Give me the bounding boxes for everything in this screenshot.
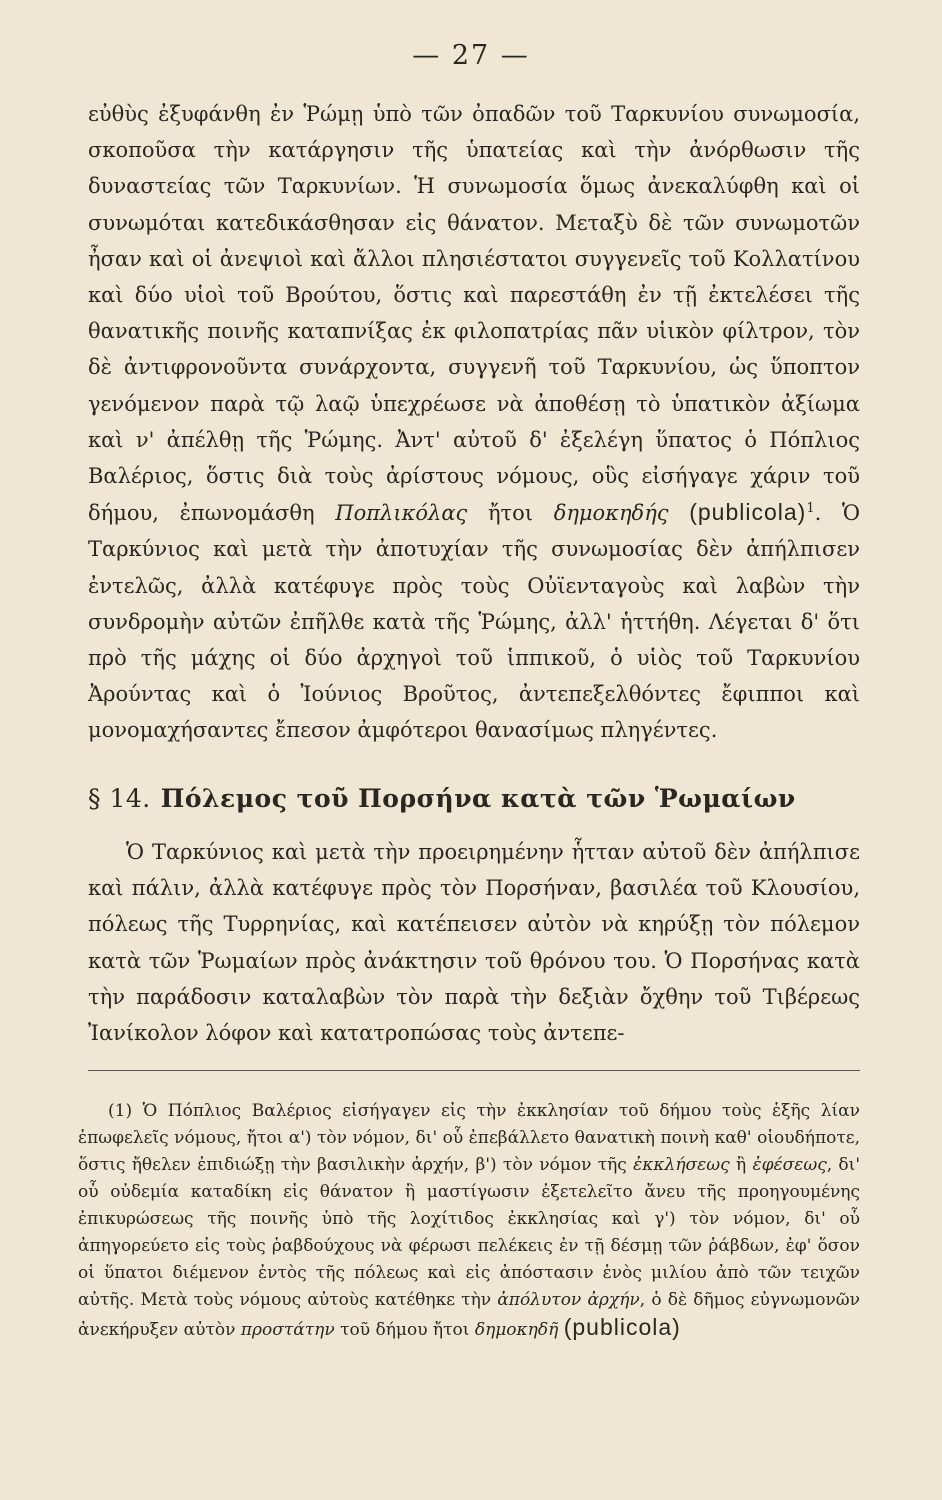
- italic-term: Ποπλικόλας: [335, 501, 468, 526]
- italic-term: ἐφέσεως: [752, 1155, 827, 1175]
- italic-term: δημοκηδῆ: [474, 1320, 559, 1340]
- footnote-divider: [88, 1070, 860, 1071]
- section-number: § 14.: [88, 784, 151, 813]
- footnote: [78, 1098, 860, 1344]
- body-text-top: [88, 96, 860, 749]
- footnote-segment: , ὁ δὲ δῆμος εὐγνωμονῶν ἀνεκήρυξεν αὐτὸν: [78, 1290, 860, 1340]
- page-number: — 27 —: [412, 40, 530, 71]
- footnote-segment: τοῦ δήμου ἤτοι: [340, 1320, 470, 1340]
- footnote-ref: 1: [806, 501, 815, 517]
- italic-term: ἐκκλήσεως: [633, 1155, 730, 1175]
- italic-term: ἀπόλυτον ἀρχήν: [497, 1290, 640, 1310]
- section-title: Πόλεμος τοῦ Πορσήνα κατὰ τῶν Ῥωμαίων: [160, 784, 796, 813]
- latin-term: (publicola): [563, 1314, 681, 1340]
- footnote-segment: ἢ: [735, 1155, 747, 1175]
- italic-term: δημοκηδής: [553, 501, 669, 526]
- footnote-segment: , δι' οὗ οὐδεμία καταδίκη εἰς θάνατον ἢ μαστίγωσιν ἐξετελεῖτο ἄνευ τῆς προηγουμένης ἐπικυρώσεως τῆς ποινῆς ὑπὸ τῆς λοχίτιδος ἐκκλησίας καὶ γ') τὸν νόμον, δι' οὗ ἀπηγορεύετο εἰς τοὺς ῥαβδούχους νὰ φέρωσι πελέκεις ἐν τῇ δέσμῃ τῶν ῥάβδων, ἐφ' ὅσον οἱ ὕπατοι διέμενον ἐντὸς τῆς πόλεως καὶ εἰς ἀπόστασιν ἑνὸς μιλίου ἀπὸ τῶν τειχῶν αὐτῆς. Μετὰ τοὺς νόμους αὐτοὺς κατέθηκε τὴν: [78, 1155, 861, 1310]
- body-text-porsenna: [88, 834, 860, 1051]
- latin-term: (publicola): [689, 499, 807, 526]
- italic-term: προστάτην: [240, 1320, 335, 1340]
- paragraph-porsenna: Ὁ Ταρκύνιος καὶ μετὰ τὴν προειρημένην ἧτταν αὐτοῦ δὲν ἀπήλπισε καὶ πάλιν, ἀλλὰ κατέφυγε πρὸς τὸν Πορσήναν, βασιλέα τοῦ Κλουσίου, πόλεως τῆς Τυρρηνίας, καὶ κατέπεισεν αὐτὸν νὰ κηρύξῃ τὸν πόλεμον κατὰ τῶν Ῥωμαίων πρὸς ἀνάκτησιν τοῦ θρόνου του. Ὁ Πορσήνας κατὰ τὴν παράδοσιν καταλαβὼν τὸν παρὰ τὴν δεξιὰν ὄχθην τοῦ Τιβέρεως Ἰανίκολον λόφον καὶ κατατροπώσας τοὺς ἀντεπε-: [88, 840, 860, 1046]
- section-heading: [88, 784, 860, 813]
- footnote-text: [78, 1098, 860, 1344]
- paragraph-text: εὐθὺς ἐξυφάνθη ἐν Ῥώμῃ ὑπὸ τῶν ὀπαδῶν τοῦ Ταρκυνίου συνωμοσία, σκοποῦσα τὴν κατάργησιν τῆς ὑπατείας καὶ τὴν ἀνόρθωσιν τῆς δυναστείας τῶν Ταρκυνίων. Ἡ συνωμοσία ὅμως ἀνεκαλύφθη καὶ οἱ συνωμόται κατεδικάσθησαν εἰς θάνατον. Μεταξὺ δὲ τῶν συνωμοτῶν ἦσαν καὶ οἱ ἀνεψιοὶ καὶ ἄλλοι πλησιέστατοι συγγενεῖς τοῦ Κολλατίνου καὶ δύο υἱοὶ τοῦ Βρούτου, ὅστις καὶ παρεστάθη ἐν τῇ ἐκτελέσει τῆς θανατικῆς ποινῆς καταπνίξας ἐκ φιλοπατρίας πᾶν υἱικὸν φίλτρον, τὸν δὲ ἀντιφρονοῦντα συνάρχοντα, συγγενῆ τοῦ Ταρκυνίου, ὡς ὕποπτον γενόμενον παρὰ τῷ λαῷ ὑπεχρέωσε νὰ ἀποθέσῃ τὸ ὑπατικὸν ἀξίωμα καὶ ν' ἀπέλθῃ τῆς Ῥώμης. Ἀντ' αὐτοῦ δ' ἐξελέγη ὕπατος ὁ Πόπλιος Βαλέριος, ὅστις διὰ τοὺς ἀρίστους νόμους, οὓς εἰσήγαγε χάριν τοῦ δήμου, ἐπωνομάσθη: [88, 102, 860, 526]
- paragraph-text: ἤτοι: [487, 501, 534, 526]
- footnote-segment: (1) Ὁ Πόπλιος Βαλέριος εἰσήγαγεν εἰς τὴν ἐκκλησίαν τοῦ δήμου τοὺς ἑξῆς λίαν ἐπωφελεῖς νόμους, ἤτοι α') τὸν νόμον, δι' οὗ ἐπεβάλλετο θανατικὴ ποινὴ καθ' οἱουδήποτε, ὅστις ἤθελεν ἐπιδιώξῃ τὴν βασιλικὴν ἀρχήν, β') τὸν νόμον τῆς: [78, 1101, 860, 1175]
- paragraph-tarquin-conspiracy: [88, 96, 860, 749]
- paragraph-text: . Ὁ Ταρκύνιος καὶ μετὰ τὴν ἀποτυχίαν τῆς συνωμοσίας δὲν ἀπήλπισεν ἐντελῶς, ἀλλὰ κατέφυγε πρὸς τοὺς Οὐϊενταγοὺς καὶ λαβὼν τὴν συνδρομὴν αὐτῶν ἐπῆλθε κατὰ τῆς Ῥώμης, ἀλλ' ἡττήθη. Λέγεται δ' ὅτι πρὸ τῆς μάχης οἱ δύο ἀρχηγοὶ τοῦ ἱππικοῦ, ὁ υἱὸς τοῦ Ταρκυνίου Ἀρούντας καὶ ὁ Ἰούνιος Βροῦτος, ἀντεπεξελθόντες ἔφιπποι καὶ μονομαχήσαντες ἔπεσον ἀμφότεροι θανασίμως πληγέντες.: [88, 501, 860, 743]
